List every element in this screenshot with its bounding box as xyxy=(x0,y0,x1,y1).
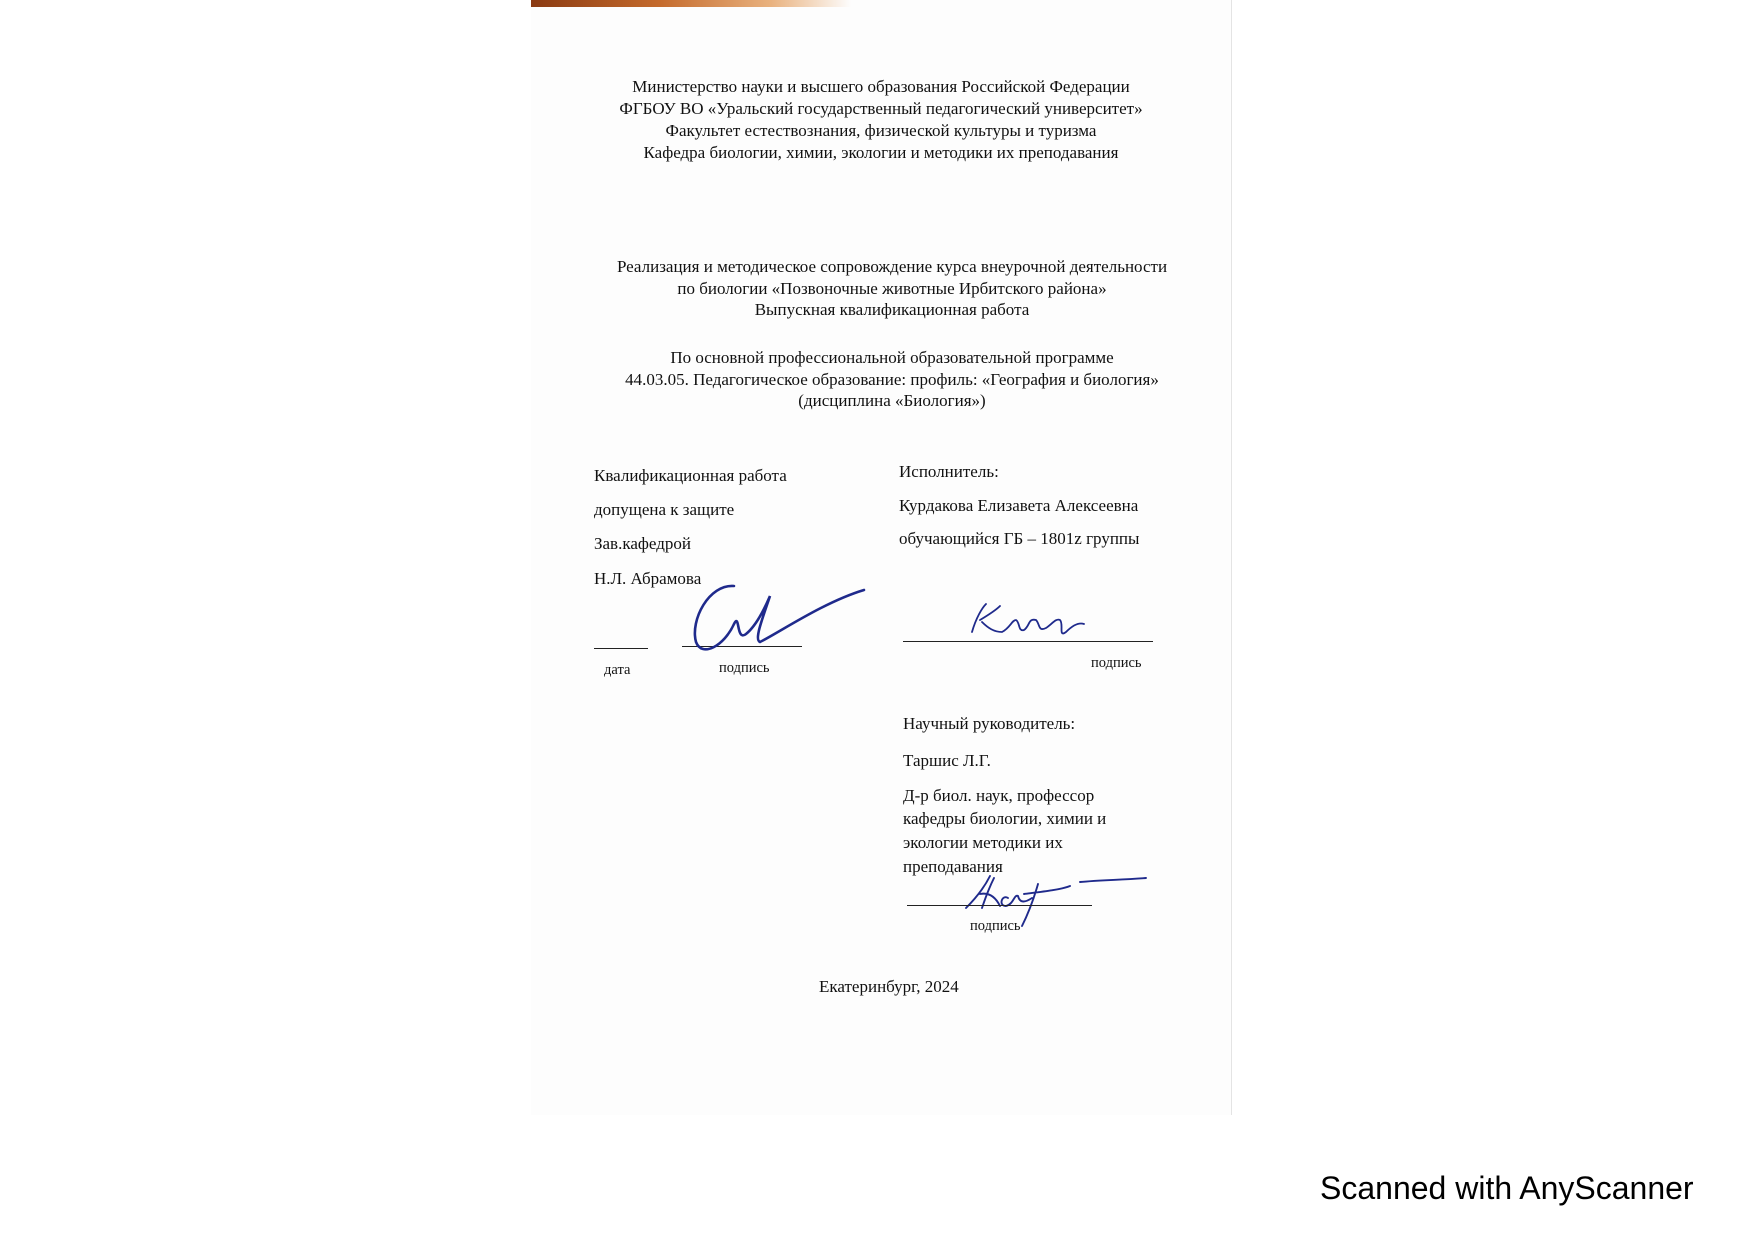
scanned-page xyxy=(531,0,1232,1115)
admission-line1: Квалификационная работа xyxy=(594,466,787,485)
ministry-line: Министерство науки и высшего образования Российской Федерации xyxy=(632,77,1130,96)
program-line3: (дисциплина «Биология») xyxy=(798,391,986,410)
executor-name: Курдакова Елизавета Алексеевна xyxy=(899,496,1139,515)
supervisor-name: Таршис Л.Г. xyxy=(903,751,991,770)
executor-signature-line xyxy=(903,641,1153,642)
executor-signature-label: подпись xyxy=(1091,655,1142,671)
head-signature-image xyxy=(684,580,874,660)
scan-edge-artifact xyxy=(531,0,851,7)
admission-head-title: Зав.кафедрой xyxy=(594,534,691,553)
place-year: Екатеринбург, 2024 xyxy=(819,977,959,996)
supervisor-label: Научный руководитель: xyxy=(903,714,1076,733)
supervisor-signature-line xyxy=(907,905,1092,906)
scanner-watermark: Scanned with AnyScanner xyxy=(1320,1170,1694,1206)
thesis-type: Выпускная квалификационная работа xyxy=(754,300,1030,319)
thesis-title-line1: Реализация и методическое сопровождение курса внеурочной деятельности xyxy=(616,257,1168,276)
supervisor-degree: Д-р биол. наук, профессор xyxy=(903,786,1095,805)
date-label: дата xyxy=(604,662,631,678)
supervisor-signature-label: подпись xyxy=(970,918,1021,934)
faculty-line: Факультет естествознания, физической культуры и туризма xyxy=(665,121,1097,140)
supervisor-dept-line3: преподавания xyxy=(903,857,1003,876)
thesis-title-line2: по биологии «Позвоночные животные Ирбитского района» xyxy=(677,279,1107,298)
department-line: Кафедра биологии, химии, экологии и методики их преподавания xyxy=(643,143,1119,162)
program-line1: По основной профессиональной образовательной программе xyxy=(670,348,1114,367)
admission-line2: допущена к защите xyxy=(594,500,735,519)
program-line2: 44.03.05. Педагогическое образование: профиль: «География и биология» xyxy=(625,370,1159,389)
supervisor-dept-line2: экологии методики их xyxy=(903,833,1063,852)
head-signature-label: подпись xyxy=(719,660,770,676)
admission-head-name: Н.Л. Абрамова xyxy=(594,569,702,588)
supervisor-dept-line1: кафедры биологии, химии и xyxy=(903,809,1107,828)
executor-signature-image xyxy=(966,598,1096,650)
executor-group: обучающийся ГБ – 1801z группы xyxy=(899,529,1140,548)
executor-label: Исполнитель: xyxy=(899,462,999,481)
date-line xyxy=(594,648,648,649)
university-line: ФГБОУ ВО «Уральский государственный педагогический университет» xyxy=(619,99,1143,118)
